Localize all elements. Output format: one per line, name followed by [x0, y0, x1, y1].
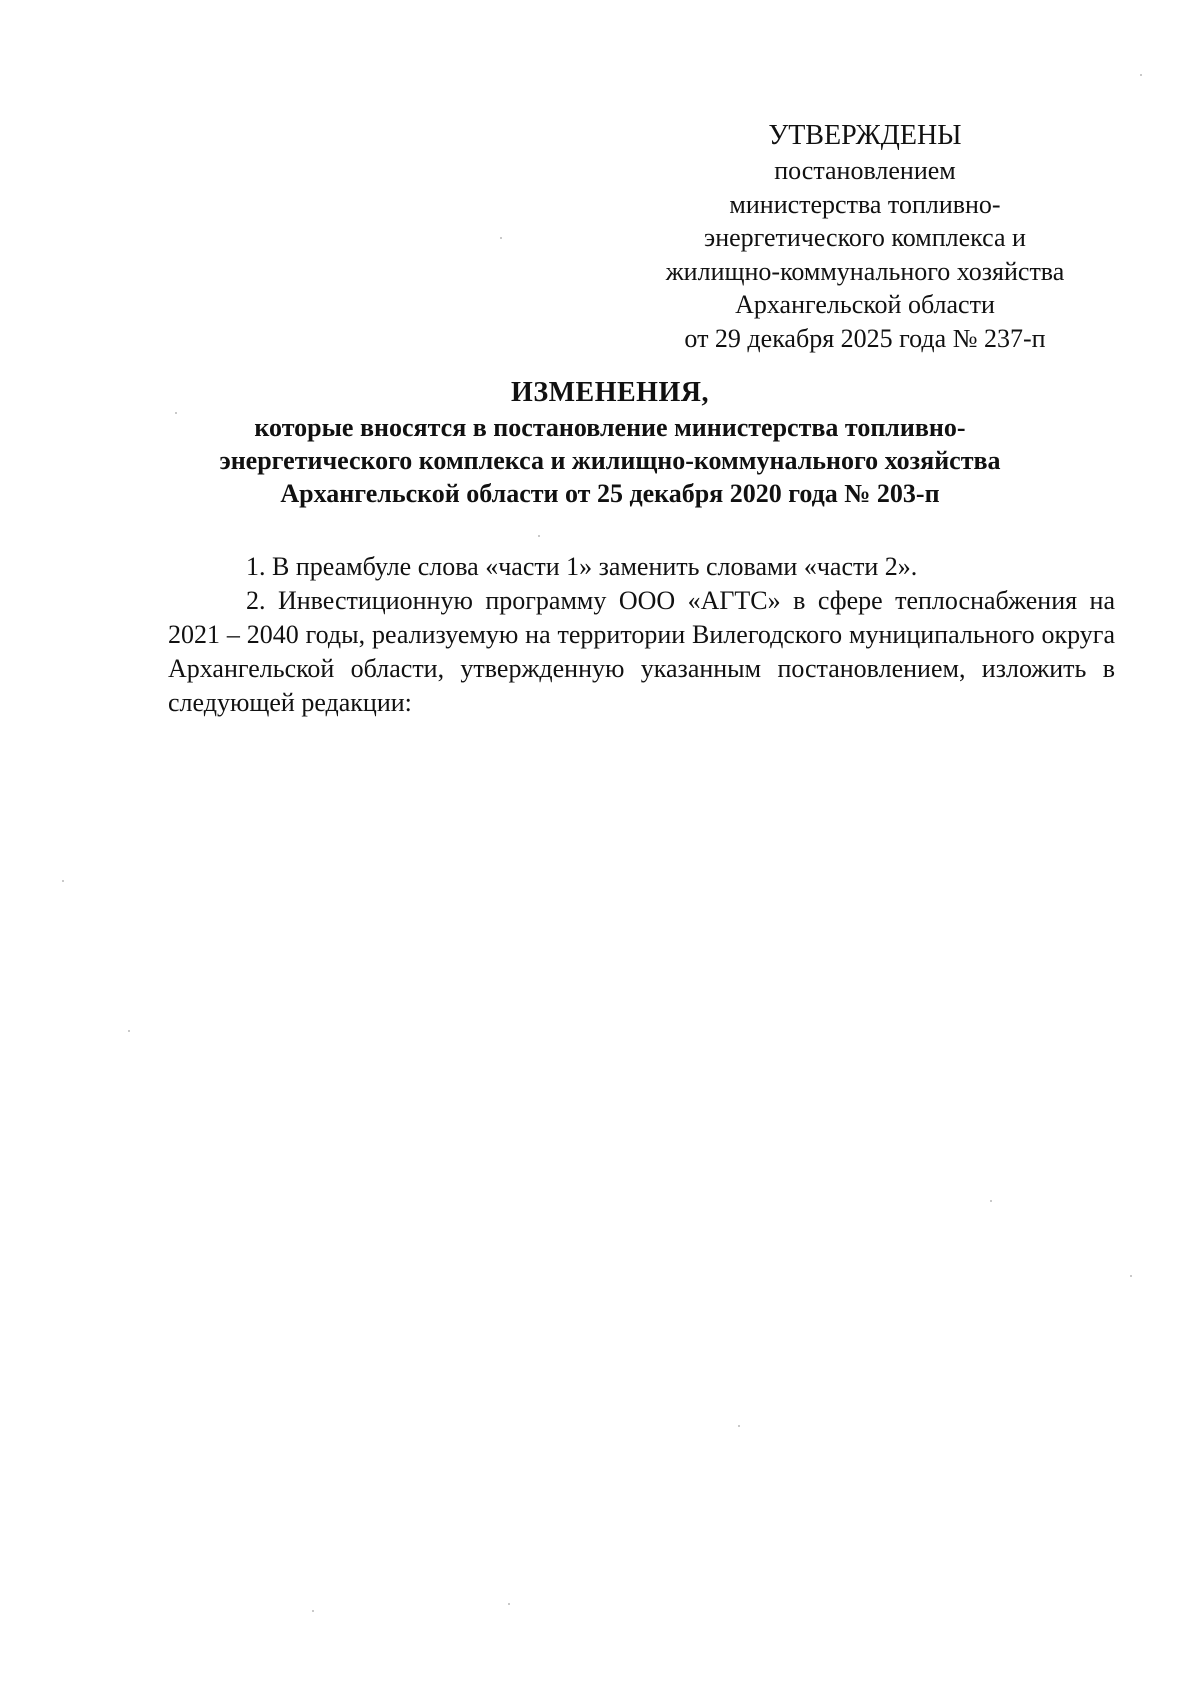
- scan-speck: [1140, 74, 1142, 76]
- scan-speck: [175, 412, 177, 414]
- approval-date-number: от 29 декабря 2025 года № 237-п: [684, 323, 1046, 353]
- paragraph-1: 1. В преамбуле слова «части 1» заменить словами «части 2».: [246, 552, 918, 581]
- approval-title: УТВЕРЖДЕНЫ: [768, 120, 962, 151]
- approval-line: энергетического комплекса и: [704, 223, 1026, 252]
- approval-line: Архангельской области: [735, 290, 995, 319]
- scan-speck: [738, 1425, 740, 1427]
- scan-speck: [1130, 1275, 1132, 1277]
- scan-speck: [312, 1610, 314, 1612]
- body-text: [168, 550, 1115, 720]
- approval-line: жилищно-коммунального хозяйства: [665, 256, 1065, 286]
- scan-speck: [990, 1200, 992, 1202]
- paragraph-2: 2. Инвестиционную программу ООО «АГТС» в сфере теплоснабжения на 2021 – 2040 годы, реализуемую на территории Вилегодского муниципального округа Архангельской области, утвержденную указанным постановлением, изложить в следующей редакции:: [168, 586, 1115, 717]
- heading-subtitle-line: которые вносятся в постановление министерства топливно-: [254, 413, 966, 442]
- approval-line: постановлением: [774, 156, 956, 185]
- scan-speck: [128, 1030, 130, 1032]
- scan-speck: [62, 880, 64, 882]
- document-heading: [150, 375, 1070, 510]
- approval-block: [600, 118, 1130, 355]
- heading-subtitle-line: энергетического комплекса и жилищно-коммунального хозяйства: [219, 446, 1001, 475]
- heading-subtitle-line: Архангельской области от 25 декабря 2020 года № 203-п: [280, 479, 940, 508]
- scan-speck: [538, 535, 540, 537]
- approval-line: министерства топливно-: [729, 189, 1001, 219]
- scan-speck: [500, 237, 502, 239]
- scan-speck: [508, 1603, 510, 1605]
- heading-title: ИЗМЕНЕНИЯ,: [511, 377, 709, 408]
